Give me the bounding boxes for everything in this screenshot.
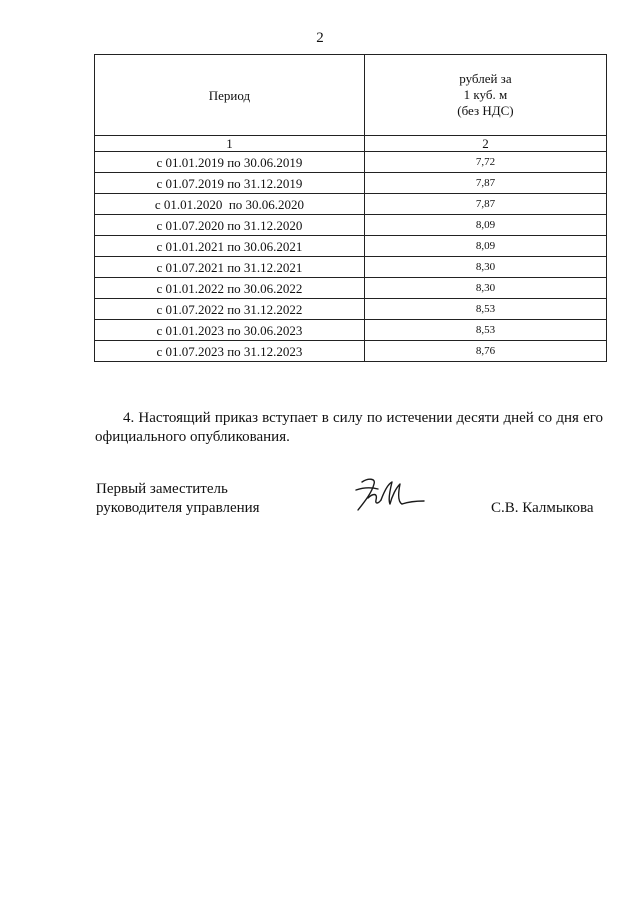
table-row: [95, 320, 607, 341]
table-row: [95, 236, 607, 257]
period-cell: с 01.01.2021 по 30.06.2021: [95, 236, 365, 257]
period-cell: с 01.07.2022 по 31.12.2022: [95, 299, 365, 320]
table-row: [95, 278, 607, 299]
period-cell: с 01.07.2021 по 31.12.2021: [95, 257, 365, 278]
period-cell: с 01.07.2023 по 31.12.2023: [95, 341, 365, 362]
column-number-row: [95, 136, 607, 152]
header-price-line: рублей за: [459, 71, 512, 86]
signer-title-line: Первый заместитель: [96, 481, 228, 497]
header-price: [364, 55, 606, 136]
table-header-row: [95, 55, 607, 136]
price-cell: 8,09: [364, 215, 606, 236]
period-cell: с 01.01.2023 по 30.06.2023: [95, 320, 365, 341]
table-row: [95, 341, 607, 362]
column-number-2: 2: [364, 136, 606, 152]
table-row: [95, 173, 607, 194]
header-price-line: (без НДС): [457, 103, 514, 118]
price-cell: 8,53: [364, 320, 606, 341]
order-effective-paragraph: 4. Настоящий приказ вступает в силу по истечении десяти дней со дня его официального опубликования.: [95, 410, 603, 445]
period-cell: с 01.01.2022 по 30.06.2022: [95, 278, 365, 299]
table-row: [95, 257, 607, 278]
table-row: [95, 215, 607, 236]
header-price-line: 1 куб. м: [463, 87, 508, 102]
table-row: [95, 194, 607, 215]
price-cell: 7,72: [364, 152, 606, 173]
table-row: [95, 299, 607, 320]
signer-name: С.В. Калмыкова: [491, 500, 594, 516]
period-cell: с 01.07.2019 по 31.12.2019: [95, 173, 365, 194]
price-cell: 8,76: [364, 341, 606, 362]
period-cell: с 01.01.2019 по 30.06.2019: [95, 152, 365, 173]
signer-title: [96, 480, 260, 518]
price-cell: 8,09: [364, 236, 606, 257]
column-number-1: 1: [95, 136, 365, 152]
tariff-table: [94, 54, 607, 362]
handwritten-signature: [348, 474, 428, 520]
period-cell: с 01.01.2020 по 30.06.2020: [95, 194, 365, 215]
table-row: [95, 152, 607, 173]
price-cell: 8,30: [364, 278, 606, 299]
period-cell: с 01.07.2020 по 31.12.2020: [95, 215, 365, 236]
signer-title-line: руководителя управления: [96, 500, 260, 516]
price-cell: 8,53: [364, 299, 606, 320]
price-cell: 7,87: [364, 173, 606, 194]
page-number: 2: [316, 30, 324, 46]
price-cell: 7,87: [364, 194, 606, 215]
header-period: Период: [95, 55, 365, 136]
price-cell: 8,30: [364, 257, 606, 278]
